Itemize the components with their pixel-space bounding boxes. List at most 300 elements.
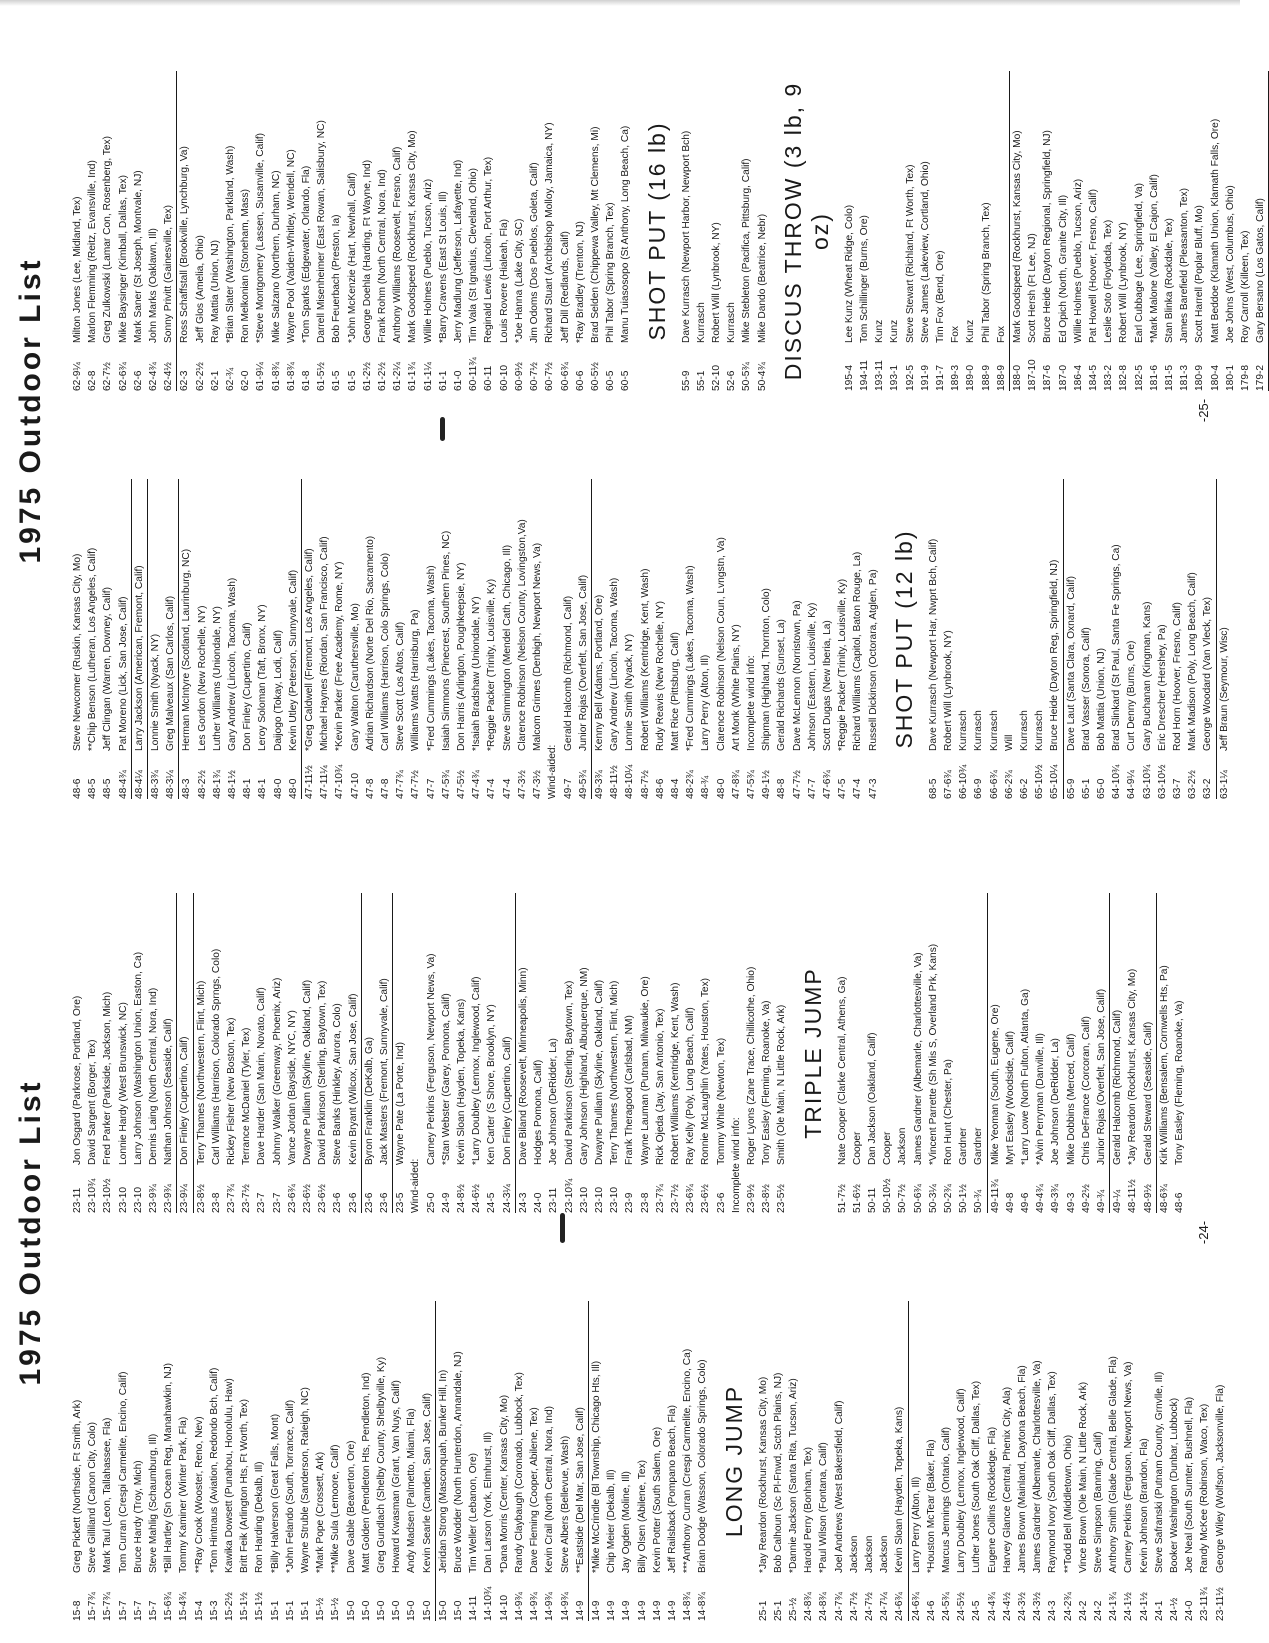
mark-value: 62-9¼: [72, 362, 83, 391]
mark-value: 179-2: [1255, 364, 1267, 391]
athlete-name: Dave Kurrasch (Newport Harbor, Newport Bch): [680, 130, 692, 343]
athlete-name: Kevin Bryant (Wilcox, San Jose, Calif): [347, 993, 359, 1165]
athlete-name: Robert Williams (Kentridge, Kent, Wash): [639, 568, 651, 751]
list-item: [933, 71, 948, 391]
list-item: [709, 71, 724, 391]
list-item: [1116, 71, 1131, 391]
mark-value: 24-2¾: [1062, 1592, 1074, 1621]
page-24: [0, 822, 1240, 1643]
athlete-name: Jack Masters (Fremont, Sunnyvale, Calif): [379, 978, 391, 1165]
athlete-name: Dave Harder (San Marin, Novato, Calif): [256, 987, 268, 1165]
mark-value: 23-11¾: [1199, 1587, 1211, 1621]
list-item: [284, 71, 299, 391]
athlete-name: Carney Perkins (Ferguson, Newport News, Va): [425, 953, 437, 1165]
athlete-name: Robert Will (Lynbrook, NY): [1118, 222, 1130, 343]
mark-value: 24-0: [1184, 1600, 1196, 1621]
athlete-name: *Larry Lowe (North Fulton, Atlanta, Ga): [1019, 988, 1031, 1165]
athlete-name: Tim Fox (Bend, Ore): [934, 250, 946, 343]
athlete-name: Raymond Ivory (South Oak Cliff, Dallas, Tex): [1047, 1371, 1059, 1573]
athlete-name: Brad Vasser (Sonora, Calif): [1080, 627, 1092, 751]
list-item: [451, 71, 466, 391]
list-item: [683, 479, 698, 799]
mark-value: 61-5: [331, 370, 343, 391]
list-item: [887, 71, 902, 391]
list-item: [1061, 1301, 1076, 1621]
mark-value: 48-2½: [196, 770, 208, 799]
mark-value: 181-3: [1179, 364, 1191, 391]
athlete-name: Rudy Reavis (New Rochelle, NY): [654, 600, 666, 751]
list-item: [85, 479, 100, 799]
mark-value: 48-0: [272, 778, 284, 799]
athlete-name: Myrt Easley (Woodside, Calif): [1004, 1031, 1016, 1165]
list-item: [1094, 479, 1109, 799]
list-item: [857, 71, 872, 391]
mark-value: 23-10: [609, 1186, 621, 1213]
list-item: [1172, 893, 1187, 1213]
mark-value: 179-8: [1240, 364, 1252, 391]
athlete-name: Jeridan Strong (Masconquah, Bunker Hill, In): [437, 1369, 449, 1573]
athlete-name: Richard Williams (Capitol, Baton Rouge, La): [852, 551, 864, 751]
mark-value: 60-11¾: [468, 357, 480, 391]
list-item: [527, 71, 542, 391]
mark-value: 48-9½: [1142, 1184, 1154, 1213]
athlete-name: Kevin Sloan (Hayden, Topeka, Kans): [456, 998, 468, 1165]
athlete-name: Reginald Lewis (Lincoln, Port Arthur, Tex): [483, 156, 495, 343]
mark-value: 48-4: [669, 778, 681, 799]
mark-value: 15-7¾: [87, 1592, 99, 1621]
mark-value: 23-8: [210, 1192, 222, 1213]
athlete-name: *Isaiah Bradshaw (Uniondale, NY): [471, 596, 483, 751]
list-item: [389, 1301, 404, 1621]
mark-value: 15-6¾: [163, 1592, 175, 1621]
list-item: [393, 479, 408, 799]
mark-value: 24-7¼: [879, 1592, 891, 1621]
mark-value: 24-3½: [1032, 1592, 1044, 1621]
event-heading: SHOT PUT (12 lb): [890, 529, 917, 749]
athlete-name: John Marks (Oaklawn, Ill): [148, 228, 160, 343]
list-item: [192, 1301, 207, 1621]
athlete-name: Smith (Ole Main, N Little Rock, Ark): [776, 1004, 788, 1165]
mark-value: 62-6: [132, 370, 144, 391]
athlete-name: Kurrasch: [988, 710, 1000, 751]
list-item: [694, 71, 709, 391]
mark-value: 60-10: [498, 364, 510, 391]
mark-value: 52-6: [726, 370, 738, 391]
mark-value: 24-1: [1153, 1600, 1165, 1621]
list-item: [542, 71, 557, 391]
mark-value: 24-9: [440, 1192, 452, 1213]
athlete-name: *Barry Cravens (East St Louis, Ill): [437, 191, 449, 343]
athlete-name: Robert Williams (Kentridge, Kent, Wash): [669, 982, 681, 1165]
mark-value: 25-½: [787, 1597, 799, 1621]
mark-value: 48-7½: [639, 770, 651, 799]
athlete-name: Harold Perry (Bonham, Tex): [803, 1446, 815, 1573]
list-item: [963, 71, 978, 391]
list-item: [512, 71, 527, 391]
mark-value: 23-8½: [195, 1184, 207, 1213]
athlete-name: Gerald Richards (Sunset, La): [776, 619, 788, 751]
list-item: [85, 893, 100, 1213]
athlete-name: Larry Perry (Alton, Ill): [700, 654, 712, 751]
mark-value: 14-9: [636, 1600, 648, 1621]
athlete-name: *Reggie Packer (Trinity, Louisville, Ky): [486, 578, 498, 751]
list-item: [956, 893, 971, 1213]
list-item: [926, 479, 941, 799]
athlete-name: Dave Laut (Santa Clara, Oxnard, Calif): [1065, 576, 1077, 751]
mark-value: 24-1½: [1138, 1592, 1150, 1621]
list-item: [1017, 479, 1032, 799]
list-item: [484, 479, 499, 799]
mark-value: 23-11: [72, 1187, 83, 1213]
mark-value: 24-½: [1169, 1597, 1181, 1621]
mark-value: 48-11½: [1127, 1179, 1139, 1213]
list-item: [344, 1301, 359, 1621]
list-item: [131, 1301, 146, 1621]
athlete-name: Fox: [950, 326, 962, 343]
list-item: [421, 71, 436, 391]
mark-value: 65-9: [1065, 778, 1077, 799]
list-item: [1032, 479, 1047, 799]
athlete-name: Gardner: [958, 1127, 970, 1165]
list-item: [1045, 1301, 1060, 1621]
athlete-name: Clarence Robinson (Nelson County, Lovingston,Va): [516, 519, 528, 751]
mark-value: 61-1¾: [407, 362, 419, 391]
mark-value: 14-9: [651, 1600, 663, 1621]
list-item: [512, 1301, 527, 1621]
list-item: [842, 71, 857, 391]
list-item: [481, 71, 496, 391]
list-item: [698, 479, 713, 799]
athlete-name: *Vincent Parrette (Sh Mis S, Overland Prk, Kans): [927, 943, 939, 1165]
athlete-name: Curt Denny (Burns, Ore): [1126, 640, 1138, 751]
mark-value: 15-0: [345, 1600, 357, 1621]
list-item: [892, 1301, 908, 1621]
event-heading: TRIPLE JUMP: [799, 967, 826, 1139]
list-item: [665, 1301, 680, 1621]
list-item: [179, 479, 194, 799]
athlete-name: Mark Madison (Poly, Long Beach, Calif): [1187, 572, 1199, 751]
athlete-name: Adrian Richardson (Norte Del Rio, Sacramento): [364, 535, 376, 751]
mark-value: 48-5: [87, 778, 99, 799]
mark-value: 15-0: [391, 1600, 403, 1621]
mark-value: 23-7¾: [226, 1184, 238, 1213]
list-item: [85, 71, 100, 391]
athlete-name: Gerald Steward (Seaside, Calif): [1142, 1021, 1154, 1165]
athlete-name: Wayne Lauman (Putnam, Milwaukie, Ore): [639, 976, 651, 1165]
athlete-name: Steve Simmington (Mendel Cath, Chicago, Ill): [501, 544, 513, 751]
athlete-name: Nathan Johnson (Seaside, Calif): [163, 1018, 175, 1165]
athlete-name: Bob Mattia (Union, NJ): [1096, 647, 1107, 751]
list-item: [346, 893, 362, 1213]
list-item: [161, 893, 177, 1213]
athlete-name: **Todd Bell (Middletown, Ohio): [1062, 1434, 1074, 1573]
athlete-name: Lonnie Hardy (West Brunswick, NC): [117, 1002, 129, 1165]
mark-value: 68-5: [927, 778, 939, 799]
list-item: [222, 1301, 237, 1621]
athlete-name: Kunz: [889, 319, 901, 343]
list-item: [436, 71, 451, 391]
athlete-name: Joe Johnson (DeRidder, La): [548, 1038, 560, 1165]
list-item: [1140, 479, 1155, 799]
list-item: [362, 893, 377, 1213]
athlete-name: Don Harris (Arlington, Poughkeepsie, NY): [456, 562, 468, 751]
athlete-name: Kurrasch: [1018, 710, 1030, 751]
list-item: [759, 893, 774, 1213]
list-item: [332, 479, 347, 799]
athlete-name: Incomplete wind info:: [745, 655, 757, 751]
list-item: [481, 1301, 496, 1621]
athlete-name: Tom Curran (Crespi Carmelite, Encino, Calif): [117, 1371, 129, 1573]
mark-value: 61-5: [346, 370, 358, 391]
athlete-name: James Gardner (Albemarle, Charlottesville, Va): [1032, 1360, 1044, 1573]
athlete-name: Eugene Collins (Rockledge, Fla): [986, 1426, 998, 1573]
list-item: [653, 479, 668, 799]
mark-value: 25-1: [772, 1600, 784, 1621]
mark-value: 47-4: [852, 778, 864, 799]
athlete-name: Anthony Smith (Glade Central, Belle Glade, Fla): [1108, 1356, 1120, 1573]
athlete-name: *Mark Pope (Crossett, Ark): [315, 1451, 327, 1573]
athlete-name: Leslie Soto (Floydada, Tex): [1103, 219, 1115, 343]
mark-value: 15-½: [315, 1597, 327, 1621]
mark-value: 60-7½: [529, 362, 541, 391]
athlete-name: Steve Newcomer (Ruskin, Kansas City, Mo): [72, 553, 83, 751]
athlete-name: Milton Jones (Lee, Midland, Tex): [72, 196, 83, 343]
list-item: [909, 1301, 924, 1621]
list-item: [70, 1301, 85, 1621]
athlete-name: *Stan Webster (Garey, Pomona, Calif): [440, 993, 452, 1165]
list-item: [424, 479, 439, 799]
athlete-name: Frank Rohm (North Central, Nora, Ind): [377, 169, 389, 343]
athlete-name: *Joe Hanna (Lake City, SC): [513, 218, 525, 343]
athlete-name: Gary Andrew (Lincoln, Tacoma, Wash): [609, 577, 621, 751]
athlete-name: Scott Hersh (Ft Lee, NJ): [1027, 233, 1039, 343]
mark-value: 15-7: [148, 1600, 160, 1621]
athlete-name: Greg Zulkowski (Lamar Con, Rosenberg, Tex): [102, 135, 114, 343]
list-item: [299, 71, 314, 391]
list-item: [390, 71, 405, 391]
athlete-name: *Dana Morris (Center, Kansas City, Mo): [498, 1394, 510, 1573]
athlete-name: Kevin Sloan (Hayden, Topeka, Kans): [894, 1406, 906, 1573]
mark-value: 23-5½: [776, 1184, 788, 1213]
athlete-name: Dwayne Pulliam (Skyline, Oakland, Calif): [302, 979, 314, 1165]
mark-value: 50-6¾: [912, 1184, 924, 1213]
list-item: [1217, 479, 1232, 799]
list-item: [1223, 71, 1238, 391]
mark-value: 14-11: [468, 1595, 480, 1621]
list-item: [286, 479, 302, 799]
list-item: [1110, 893, 1125, 1213]
athlete-name: David Parkinson (Sterling, Baytown, Tex): [563, 980, 575, 1165]
list-item: [558, 1301, 573, 1621]
list-item: [969, 1301, 984, 1621]
mark-value: 48-6¾: [1158, 1184, 1170, 1213]
mark-value: 189-3: [950, 364, 962, 391]
athlete-name: Jackson: [879, 1535, 891, 1573]
list-item: [454, 479, 469, 799]
athlete-name: Roger Lyons (Zane Trace, Chillicothe, Ohio): [745, 966, 757, 1165]
list-item: [100, 1301, 115, 1621]
athlete-name: *Tom Sparks (Edgewater, Orlando, Fla): [301, 165, 313, 343]
column: [70, 893, 1187, 1213]
athlete-name: *Billy Halverson (Great Falls, Mont): [269, 1413, 281, 1573]
athlete-name: Michael Haynes (Riordan, San Francisco, Calif): [319, 536, 331, 751]
list-item: [1109, 479, 1124, 799]
column: [70, 1301, 1228, 1621]
mark-value: 50-5¾: [741, 362, 753, 391]
athlete-name: Jeff Braun (Seymour, Wisc): [1218, 627, 1230, 751]
mark-value: 15-1½: [239, 1592, 251, 1621]
athlete-name: Tommy White (Newton, Tex): [715, 1037, 727, 1165]
list-item: [918, 71, 933, 391]
athlete-name: *Ray Bradley (Trenton, NJ): [574, 221, 586, 343]
mark-value: 49-5¾: [577, 770, 589, 799]
mark-value: 62-4½: [163, 362, 175, 391]
athlete-name: James Gardner (Albemarle, Charlottesville, Va): [912, 952, 924, 1165]
athlete-name: Kevin Potter (South Salem, Ore): [651, 1426, 663, 1573]
athlete-name: Mike Baysinger (Kimball, Dallas, Tex): [117, 175, 129, 343]
mark-value: 61-8¾: [285, 362, 297, 391]
mark-value: 64-9¼: [1126, 770, 1138, 799]
list-item: [774, 893, 789, 1213]
mark-value: 187-10: [1027, 359, 1039, 391]
mark-value: 24-5½: [956, 1592, 968, 1621]
athlete-name: Les Gordon (New Rochelle, NY): [196, 605, 208, 751]
column: [70, 71, 1269, 391]
athlete-name: Art Monk (White Plains, NY): [730, 624, 742, 751]
mark-value: 182-5: [1133, 364, 1145, 391]
list-item: [635, 1301, 650, 1621]
mark-value: 61-2¼: [392, 362, 404, 391]
mark-value: 47-6¾: [821, 770, 833, 799]
mark-value: 24-7½: [848, 1592, 860, 1621]
list-item: [70, 893, 85, 1213]
list-item: [377, 893, 393, 1213]
athlete-name: Joe Johns (West, Columbus, Ohio): [1224, 185, 1236, 343]
list-item: [515, 479, 530, 799]
athlete-name: Joe Neal (South Sumter, Bushnell, Fla): [1184, 1396, 1196, 1573]
athlete-name: Andy Madsen (Palmetto, Miami, Fla): [406, 1408, 418, 1573]
mark-value: 61-2½: [377, 362, 389, 391]
athlete-name: Chris DeFrance (Corcoran, Calif): [1080, 1016, 1092, 1165]
athlete-name: Daijogo (Tokay, Lodi, Calif): [272, 630, 284, 751]
list-item: [820, 479, 835, 799]
mark-value: 14-9¾: [529, 1592, 541, 1621]
athlete-name: Bruce Hardy (Troy, Mich): [132, 1460, 144, 1573]
mark-value: 49-¾: [1096, 1189, 1107, 1213]
athlete-name: Jeff Clingan (Warren, Downey, Calif): [102, 587, 114, 751]
list-item: [1170, 479, 1185, 799]
list-item: [315, 893, 330, 1213]
mark-value: 47-5: [837, 778, 849, 799]
list-item: [285, 893, 300, 1213]
mark-value: 62-6¾: [117, 362, 129, 391]
mark-value: 24-2: [1077, 1600, 1089, 1621]
athlete-name: Steve Banks (Hinkley, Aurora, Colo): [332, 1003, 344, 1165]
mark-value: 66-6¾: [988, 770, 1000, 799]
mark-value: 14-9: [590, 1600, 602, 1621]
list-item: [724, 71, 739, 391]
athlete-name: Ross Schaffstall (Brookville, Lynchburg, Va): [179, 146, 191, 343]
athlete-name: Steve Mahlig (Schaumburg, Ill): [148, 1433, 160, 1573]
mark-value: 47-8: [380, 778, 392, 799]
mark-value: 61-9¼: [255, 362, 267, 391]
athlete-name: Kirk Williams (Bensalem, Cornwells Hts, Pa): [1158, 965, 1170, 1165]
athlete-name: Dave McLennon (Norristown, Pa): [791, 600, 803, 751]
list-item: [313, 1301, 328, 1621]
mark-value: 15-0: [421, 1600, 433, 1621]
athlete-name: *Jay Reardon (Rockhurst, Kansas City, Mo): [1127, 968, 1139, 1165]
mark-value: 23-10: [117, 1186, 129, 1213]
athlete-name: Jim Odoms (Dos Pueblos, Goleta, Calif): [529, 162, 541, 343]
athlete-name: Vance Jordan (Bayside, NYC, NY): [286, 1010, 298, 1165]
mark-value: 62-0: [240, 370, 252, 391]
mark-value: 23-10¾: [87, 1178, 99, 1213]
athlete-name: **Eastside (Del Mar, San Jose, Calif): [574, 1407, 586, 1573]
mark-value: 15-8: [72, 1600, 83, 1621]
column: [70, 479, 1232, 799]
athlete-name: Ronnie McLaughlin (Yates, Houston, Tex): [700, 977, 712, 1165]
athlete-name: Bruce Wodder (North Hunterdon, Annandale, NJ): [453, 1351, 465, 1573]
athlete-name: Ray Mattia (Union, NJ): [209, 239, 221, 343]
mark-value: 47-7: [425, 778, 437, 799]
list-item: [786, 1301, 801, 1621]
athlete-name: Larry Doubley (Lennox, Inglewood, Calif): [956, 1388, 968, 1573]
list-item: [759, 479, 774, 799]
mark-value: 24-8½: [456, 1184, 468, 1213]
mark-value: 15-7: [117, 1600, 129, 1621]
mark-value: 191-9: [919, 364, 931, 391]
mark-value: 186-4: [1072, 364, 1084, 391]
list-item: [238, 71, 253, 391]
athlete-name: Herman McIntyre (Scotland, Laurinburg, NC): [181, 548, 193, 751]
mark-value: 181-5: [1164, 364, 1175, 391]
athlete-name: Randy McKee (Robinson, Waco, Tex): [1199, 1403, 1211, 1573]
list-item: [314, 71, 329, 391]
list-item: [744, 479, 759, 799]
mark-value: 24-6½: [471, 1184, 483, 1213]
mark-value: 24-6¾: [894, 1592, 906, 1621]
list-item: [1137, 1301, 1152, 1621]
list-item: [618, 71, 633, 391]
mark-value: 188-0: [1011, 364, 1023, 391]
list-item: [866, 479, 881, 799]
athlete-name: Junior Rojas (Overfelt, San Jose, Calif): [1096, 988, 1107, 1165]
list-item: [269, 71, 284, 391]
mark-value: 15-2½: [224, 1592, 236, 1621]
list-item: [714, 479, 729, 799]
list-item: [668, 479, 683, 799]
mark-value: 23-5: [395, 1192, 407, 1213]
mark-value: 49-8: [1004, 1192, 1016, 1213]
list-item: [176, 1301, 191, 1621]
athlete-name: Phil Tabor (Spring Branch, Tex): [605, 202, 617, 343]
athlete-name: Matt Beddoe (Klamath Union, Klamath Falls, Ore): [1209, 118, 1221, 343]
list-item: [756, 1301, 771, 1621]
athlete-name: Carl Williams (Harrison, Colo Springs, Colo): [380, 552, 392, 751]
mark-value: 24-3: [1047, 1600, 1059, 1621]
list-item: [163, 479, 179, 799]
mark-value: 24-7¾: [833, 1592, 845, 1621]
list-item: [329, 71, 344, 391]
mark-value: 188-9: [980, 364, 992, 391]
athlete-name: Gary Walton (Caruthersville, Mo): [349, 603, 361, 751]
list-item: [100, 71, 115, 391]
athlete-name: Leroy Soloman (Taft, Bronx, NY): [257, 604, 269, 751]
mark-value: 48-1½: [227, 770, 239, 799]
mark-value: 63-2: [1202, 778, 1214, 799]
mark-value: 14-9¾: [559, 1592, 571, 1621]
athlete-name: Gary Andrew (Lincoln, Tacoma, Wash): [227, 577, 239, 751]
